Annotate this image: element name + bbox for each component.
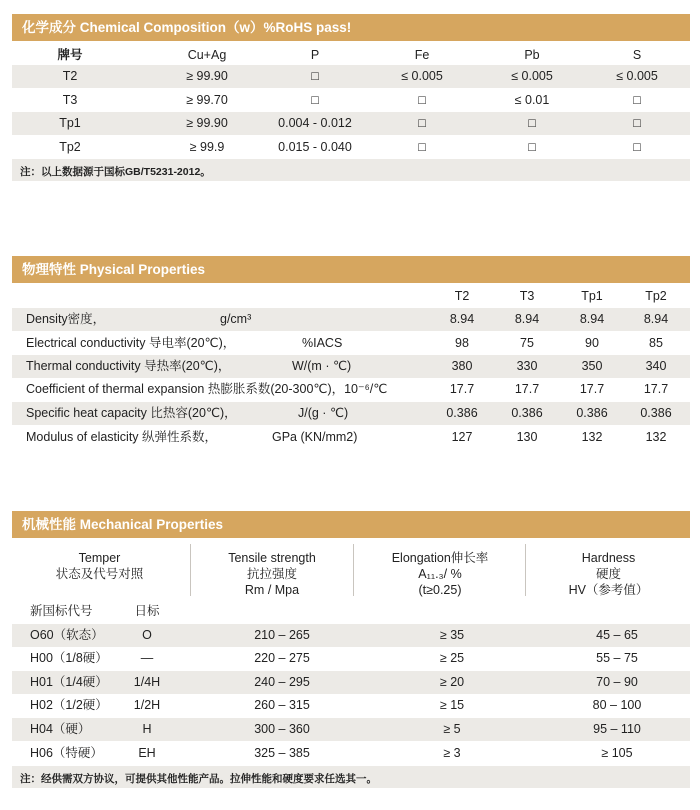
col-grade: 牌号 [57, 48, 83, 62]
hardness-header: Hardness 硬度 HV（参考值） [568, 551, 649, 597]
table-row: Modulus of elasticity 纵弹性系数， GPa (KN/mm2) 127 130 132 132 [26, 430, 667, 444]
col-fe: Fe [414, 48, 430, 62]
table-row: Coefficient of thermal expansion 热膨胀系数(20-300℃)，10⁻⁶/℃ 17.7 17.7 17.7 17.7 [26, 382, 669, 396]
sub-gb-code: 新国标代号 [30, 604, 93, 618]
table-row: H02（1/2硬） 1/2H 260 – 315 ≥ 15 80 – 100 [30, 698, 642, 712]
col-cu-ag: Cu+Ag [187, 48, 227, 62]
elongation-header: Elongation伸长率 A₁₁.₃/ % (t≥0.25) [391, 551, 489, 597]
mech-note: 注：经供需双方协议，可提供其他性能产品。拉伸性能和硬度要求任选其一。 [20, 773, 377, 785]
table-row: H01（1/4硬） 1/4H 240 – 295 ≥ 20 70 – 90 [12, 671, 690, 694]
divider [525, 544, 526, 596]
physical-properties-header: 物理特性 Physical Properties [12, 256, 690, 283]
chem-note: 注：以上数据源于国标GB/T5231-2012。 [20, 166, 211, 178]
mech-subheader-row [12, 600, 690, 623]
table-row: T2 ≥ 99.90 □ ≤ 0.005 ≤ 0.005 ≤ 0.005 [12, 65, 690, 88]
chem-header-row [12, 44, 690, 67]
divider [190, 544, 191, 596]
col-pb: Pb [524, 48, 540, 62]
table-row: Electrical conductivity 导电率(20℃)， %IACS 98 75 90 85 [26, 336, 663, 350]
tensile-header: Tensile strength 抗拉强度 Rm / Mpa [228, 551, 316, 597]
table-row: H00（1/8硬） — 220 – 275 ≥ 25 55 – 75 [30, 651, 638, 665]
phys-header-row: T2 T3 Tp1 Tp2 [454, 289, 667, 303]
table-row: Tp1 ≥ 99.90 0.004 - 0.012 □ □ □ [12, 112, 690, 135]
table-row: Tp2 ≥ 99.9 0.015 - 0.040 □ □ □ [59, 140, 641, 154]
table-row: Density密度， g/cm³ 8.94 8.94 8.94 8.94 [12, 308, 690, 331]
table-row: O60（软态） O 210 – 265 ≥ 35 45 – 65 [12, 624, 690, 647]
sub-jis: 日标 [134, 604, 160, 618]
table-row: Specific heat capacity 比热容(20℃)， J/(g · ℃) 0.386 0.386 0.386 0.386 [12, 402, 690, 425]
col-p: P [310, 48, 320, 62]
table-row: Thermal conductivity 导热率(20℃)， W/(m · ℃) 380 330 350 340 [12, 355, 690, 378]
table-row: T3 ≥ 99.70 □ □ ≤ 0.01 □ [62, 93, 641, 107]
table-row: H06（特硬） EH 325 – 385 ≥ 3 ≥ 105 [30, 746, 633, 760]
temper-header: Temper 状态及代号对照 [55, 551, 144, 581]
table-row: H04（硬） H 300 – 360 ≥ 5 95 – 110 [12, 718, 690, 741]
col-s: S [632, 48, 642, 62]
chemical-composition-header: 化学成分 Chemical Composition（w）%RoHS pass! [12, 14, 690, 41]
divider [353, 544, 354, 596]
mechanical-properties-header: 机械性能 Mechanical Properties [12, 511, 690, 538]
